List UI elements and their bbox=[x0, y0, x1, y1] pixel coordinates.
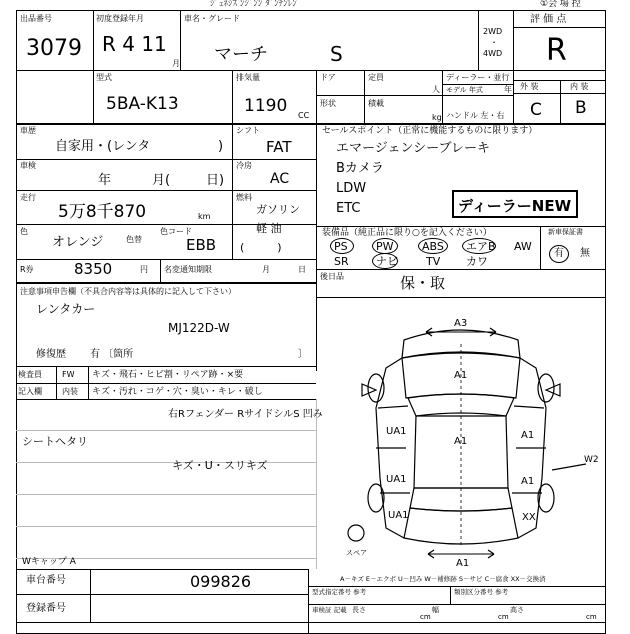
color-code-label: 色コード bbox=[160, 227, 192, 236]
yen-unit: 円 bbox=[140, 265, 148, 274]
damage-diagram bbox=[316, 298, 606, 588]
capacity-unit: 人 bbox=[432, 85, 440, 94]
shift-value: FAT bbox=[266, 138, 292, 156]
shaken-month: 月( bbox=[152, 173, 171, 188]
color-code: EBB bbox=[186, 236, 217, 254]
after-market-label: 後日品 bbox=[320, 272, 344, 281]
equip-tv: TV bbox=[426, 255, 441, 268]
sales-point-3: LDW bbox=[336, 181, 367, 196]
dealer-parallel-label: ディーラー・並行 bbox=[446, 73, 510, 82]
equip-abs: ABS bbox=[422, 240, 444, 253]
capacity-label: 定員 bbox=[368, 73, 384, 82]
equip-sr: SR bbox=[334, 255, 349, 268]
height-cm: cm bbox=[586, 613, 597, 621]
load-label: 積載 bbox=[368, 99, 384, 108]
drive-4wd: 4WD bbox=[483, 49, 503, 58]
lot-number: 3079 bbox=[26, 36, 82, 61]
equip-navi-circle bbox=[372, 253, 398, 269]
fw-label: FW bbox=[62, 370, 75, 379]
drive-2wd: 2WD bbox=[483, 27, 503, 36]
notes-line-1: レンタカー bbox=[36, 302, 96, 316]
inspector-note-2: シートヘタリ bbox=[22, 435, 88, 448]
score-label: 評 価 点 bbox=[530, 14, 567, 25]
recycle-label: R券 bbox=[20, 265, 34, 274]
color-label: 色 bbox=[20, 227, 28, 236]
model-spec-label: 型式指定番号 参考 bbox=[312, 588, 367, 596]
lot-number-label: 出品番号 bbox=[20, 14, 52, 23]
sales-point-2: Bカメラ bbox=[336, 161, 384, 176]
length-label: 長さ bbox=[352, 606, 366, 614]
name-change-month: 月 bbox=[262, 265, 270, 274]
warranty-label: 新車保証書 bbox=[548, 228, 583, 236]
equip-aw: AW bbox=[514, 240, 532, 253]
model-code-label: 型式 bbox=[96, 73, 112, 82]
damage-legend: A－キズ E－エクボ U－凹み W－補修跡 S－サビ C－腐食 XX－交換済 bbox=[340, 575, 546, 583]
dims-label: 車検証 記載 bbox=[312, 606, 347, 614]
mark-right-side: W2 bbox=[584, 455, 599, 465]
shaken-year: 年 bbox=[98, 173, 112, 188]
inspector-note-4: Wキャップ A bbox=[22, 557, 76, 567]
shape-label: 形状 bbox=[320, 99, 336, 108]
class-number-label: 類別区分番号 参考 bbox=[454, 588, 509, 596]
equip-navi: ナビ bbox=[376, 255, 398, 268]
first-registration-label: 初度登録年月 bbox=[96, 14, 144, 23]
mark-right-front-door: A1 bbox=[521, 430, 535, 441]
mileage-label: 走行 bbox=[20, 193, 36, 202]
ac-value: AC bbox=[270, 171, 290, 187]
drive-dot: ・ bbox=[490, 38, 498, 47]
car-grade: S bbox=[330, 42, 343, 66]
inspection-row-1: キズ・飛石・ヒビ割・リペア跡・×要 bbox=[92, 370, 244, 380]
after-market-value: 保・取 bbox=[400, 274, 446, 292]
history-value: 自家用・(レンタ bbox=[55, 139, 151, 154]
inspection-row-2: キズ・汚れ・コゲ・穴・臭い・キレ・破し bbox=[92, 387, 263, 397]
inspector-note-3: キズ・U・スリキズ bbox=[172, 459, 268, 472]
repair-history-label: 修復歴 bbox=[36, 349, 66, 360]
history-close: ) bbox=[218, 139, 224, 154]
sales-point-4: ETC bbox=[336, 201, 361, 216]
car-name-label: 車名・グレード bbox=[184, 14, 240, 23]
fuel-paren: ( ) bbox=[240, 241, 282, 254]
length-cm: cm bbox=[420, 613, 431, 621]
mileage-value: 5万8千870 bbox=[58, 202, 147, 222]
notes-line-2: MJ122D-W bbox=[168, 321, 230, 335]
equip-pw: PW bbox=[376, 240, 394, 253]
interior-check-label: 内装 bbox=[62, 387, 78, 396]
door-label: ドア bbox=[320, 73, 336, 82]
width-cm: cm bbox=[498, 613, 509, 621]
ac-label: 冷房 bbox=[236, 161, 252, 170]
displacement-label: 排気量 bbox=[236, 73, 260, 82]
first-registration-month-unit: 月 bbox=[172, 59, 180, 68]
sales-points-label: セールスポイント（正常に機能するものに限ります） bbox=[322, 126, 538, 136]
fuel-label: 燃料 bbox=[236, 193, 252, 202]
overall-score: R bbox=[546, 33, 567, 68]
model-year-label: モデル 年式 bbox=[446, 86, 483, 94]
registration-label: 登録番号 bbox=[26, 603, 66, 614]
equip-airbag: エアB bbox=[466, 240, 496, 253]
venue-copy-label: ①会 場 控 bbox=[540, 0, 581, 9]
km-unit: km bbox=[198, 212, 211, 221]
warranty-yes-circle bbox=[549, 245, 569, 263]
equip-ps-circle bbox=[330, 238, 354, 254]
equip-abs-circle bbox=[418, 238, 448, 254]
name-change-label: 名変通知期限 bbox=[164, 265, 212, 274]
warranty-no: 無 bbox=[580, 248, 590, 259]
chassis-number: 099826 bbox=[190, 572, 252, 591]
exterior-label: 外 装 bbox=[520, 82, 539, 91]
equipment-label: 装備品（純正品に限り○を記入ください） bbox=[322, 228, 492, 238]
displacement-value: 1190 bbox=[244, 96, 288, 116]
color-value: オレンジ bbox=[52, 235, 104, 250]
fuel-value: ガソリン bbox=[256, 203, 300, 216]
height-label: 高さ bbox=[510, 606, 524, 614]
fuel-option-diesel: 軽 油 bbox=[256, 222, 282, 235]
repair-history-value: 有 〔箇所 bbox=[90, 349, 134, 360]
equip-ps: PS bbox=[334, 240, 348, 253]
shaken-day: 日) bbox=[206, 173, 225, 188]
mark-hood: A1 bbox=[454, 370, 468, 381]
warranty-yes: 有 bbox=[554, 248, 564, 259]
mark-left-rear-fender: UA1 bbox=[388, 510, 409, 521]
entry-label: 記入欄 bbox=[18, 387, 42, 396]
cc-unit: CC bbox=[298, 111, 310, 120]
inspector-label: 検査員 bbox=[18, 370, 42, 379]
shift-label: シフト bbox=[236, 126, 260, 135]
equip-airbag-circle bbox=[462, 238, 496, 254]
mark-left-rear-door: UA1 bbox=[386, 474, 407, 485]
mark-rear: A1 bbox=[456, 558, 470, 569]
mark-spare: スペア bbox=[346, 549, 367, 557]
chassis-label: 車台番号 bbox=[26, 575, 66, 586]
mark-right-rear-door: A1 bbox=[521, 476, 535, 487]
handle-label: ハンドル 左・右 bbox=[446, 111, 505, 120]
exterior-score: C bbox=[530, 100, 542, 120]
color-change-label: 色替 bbox=[126, 235, 142, 244]
model-code: 5BA-K13 bbox=[106, 94, 179, 114]
equip-pw-circle bbox=[372, 238, 398, 254]
first-registration-value: R 4 11 bbox=[102, 32, 167, 56]
car-name: マーチ bbox=[214, 44, 268, 65]
mark-left-front-door: UA1 bbox=[386, 426, 407, 437]
equip-leather: カワ bbox=[466, 255, 488, 268]
interior-label: 内 装 bbox=[570, 82, 589, 91]
dealer-new-text: ディーラーNEW bbox=[458, 197, 572, 215]
interior-score: B bbox=[575, 98, 587, 118]
notes-label: 注意事項申告欄（不具合内容等は具体的に記入して下さい） bbox=[20, 287, 236, 296]
model-year-unit: 年 bbox=[504, 85, 512, 94]
mark-roof: A1 bbox=[454, 436, 468, 447]
history-label: 車歴 bbox=[20, 126, 36, 135]
mark-right-rear-fender: XX bbox=[522, 512, 536, 523]
inspector-note-1: 右Rフェンダー RサイドシルS 凹み bbox=[168, 409, 323, 420]
shaken-label: 車検 bbox=[20, 161, 36, 170]
recycle-value: 8350 bbox=[74, 260, 113, 278]
kg-unit: kg bbox=[432, 113, 442, 122]
repair-history-close: 〕 bbox=[298, 349, 308, 360]
mark-front: A3 bbox=[454, 318, 468, 329]
sales-point-1: エマージェンシーブレーキ bbox=[336, 141, 490, 156]
top-partial-header: ｼﾞｪﾈｼｽ ﾝｼﾞﾝﾝ ﾀﾞﾝﾁﾝﾚﾝ bbox=[210, 0, 297, 9]
width-label: 幅 bbox=[432, 606, 439, 614]
name-change-day: 日 bbox=[298, 265, 306, 274]
